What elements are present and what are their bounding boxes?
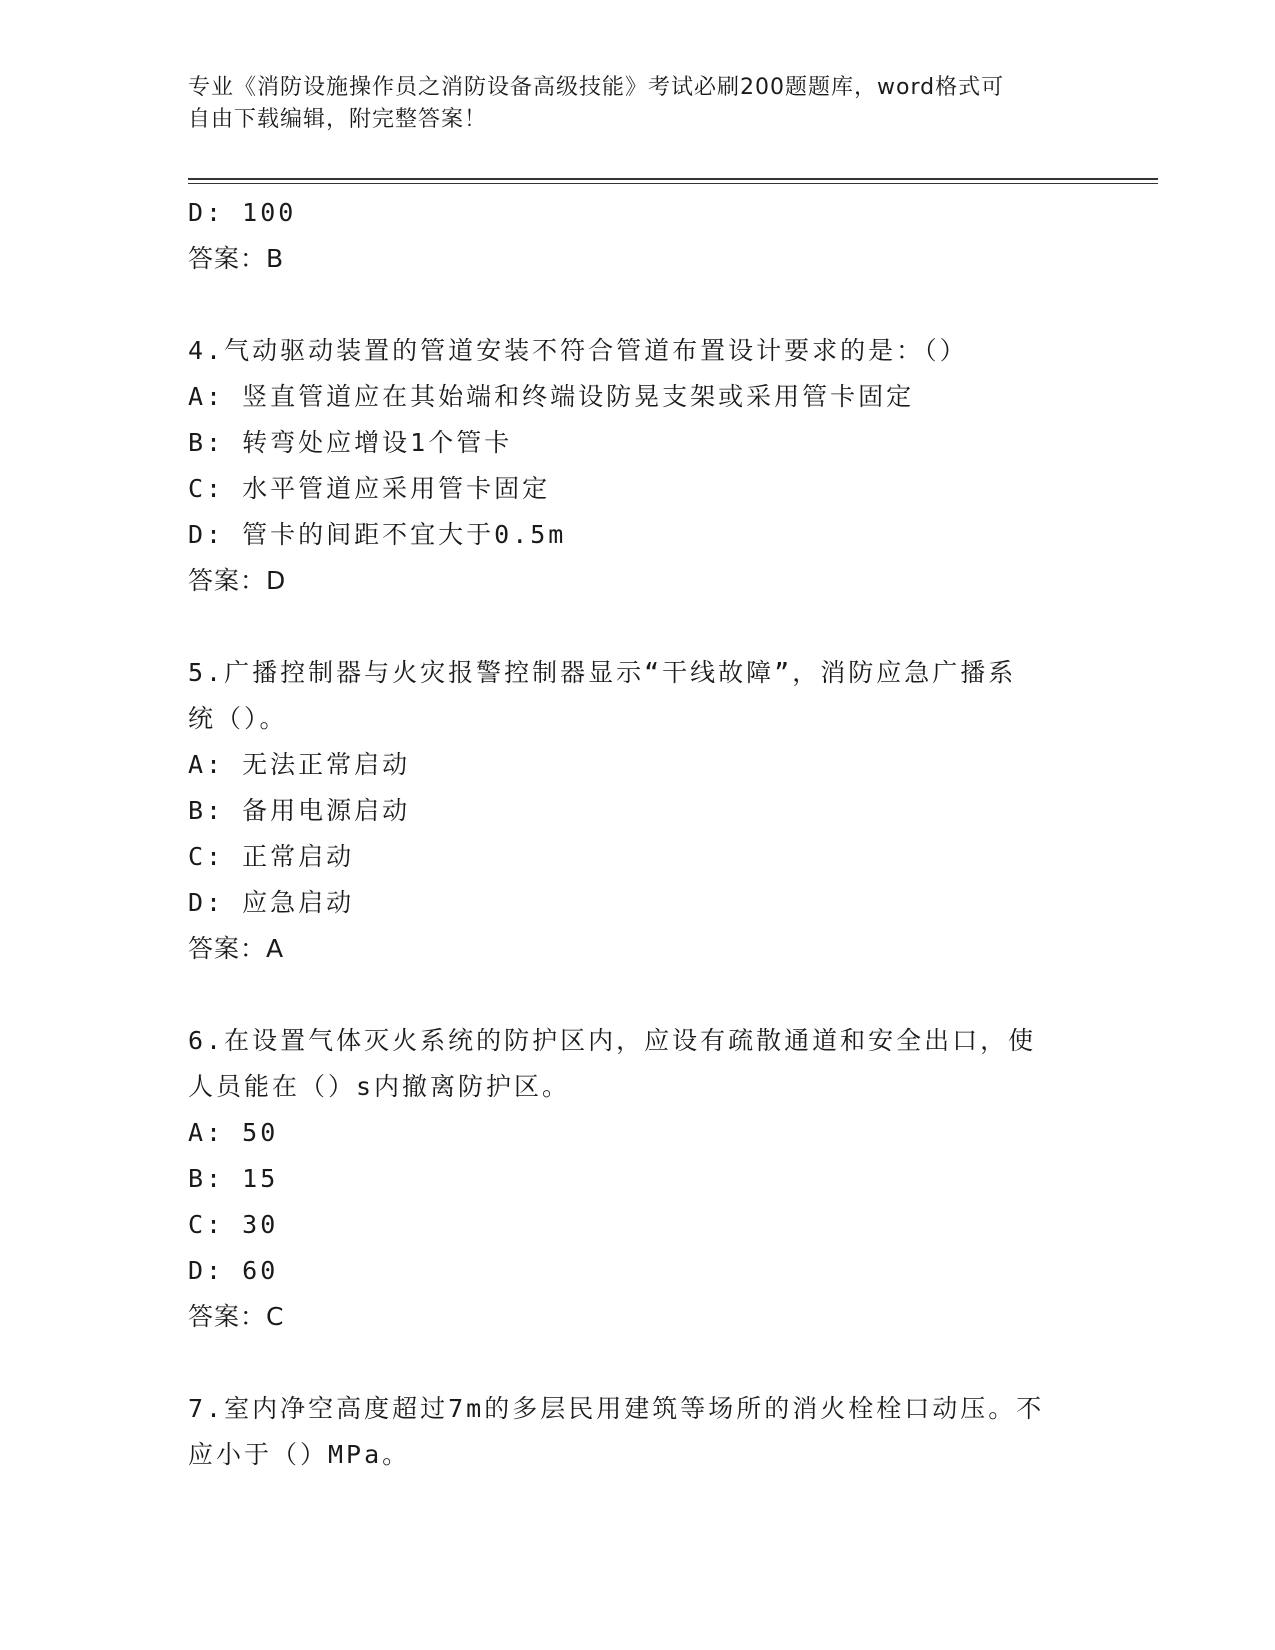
prev-answer: 答案：B	[188, 244, 285, 273]
question-5-option-b: B: 备用电源启动	[188, 796, 411, 825]
question-6-option-a: A: 50	[188, 1118, 279, 1147]
question-4-text: 4.气动驱动装置的管道安装不符合管道布置设计要求的是：（）	[188, 336, 968, 365]
spacer	[188, 282, 1088, 328]
header-line-2: 自由下载编辑，附完整答案！	[188, 107, 488, 132]
question-6-text-line-2: 人员能在（）s内撤离防护区。	[188, 1072, 571, 1101]
question-4-option-d: D: 管卡的间距不宜大于0.5m	[188, 520, 567, 549]
spacer	[188, 972, 1088, 1018]
spacer	[188, 604, 1088, 650]
question-5-option-d: D: 应急启动	[188, 888, 355, 917]
question-5-text-line-1: 5.广播控制器与火灾报警控制器显示“干线故障”，消防应急广播系	[188, 658, 1017, 687]
question-4-option-b: B: 转弯处应增设1个管卡	[188, 428, 513, 457]
prev-option-d: D: 100	[188, 198, 297, 227]
question-4-answer: 答案：D	[188, 566, 287, 595]
question-4-option-c: C: 水平管道应采用管卡固定	[188, 474, 551, 503]
question-5-text-line-2: 统（）。	[188, 704, 288, 733]
document-header	[188, 72, 1068, 136]
question-5-option-a: A: 无法正常启动	[188, 750, 411, 779]
question-5-option-c: C: 正常启动	[188, 842, 355, 871]
question-6-text-line-1: 6.在设置气体灭火系统的防护区内，应设有疏散通道和安全出口，使	[188, 1026, 1037, 1055]
question-6-option-b: B: 15	[188, 1164, 279, 1193]
question-7-text-line-1: 7.室内净空高度超过7m的多层民用建筑等场所的消火栓栓口动压。不	[188, 1394, 1045, 1423]
question-6-answer: 答案：C	[188, 1302, 285, 1331]
question-4-option-a: A: 竖直管道应在其始端和终端设防晃支架或采用管卡固定	[188, 382, 915, 411]
question-6-option-d: D: 60	[188, 1256, 279, 1285]
question-list	[188, 190, 1088, 1478]
header-rule-thick	[188, 178, 1158, 180]
question-5-answer: 答案：A	[188, 934, 285, 963]
spacer	[188, 1340, 1088, 1386]
header-rule-thin	[188, 183, 1158, 184]
question-7-text-line-2: 应小于（）MPa。	[188, 1440, 411, 1469]
question-6-option-c: C: 30	[188, 1210, 279, 1239]
header-line-1: 专业《消防设施操作员之消防设备高级技能》考试必刷200题题库，word格式可	[188, 75, 1005, 100]
